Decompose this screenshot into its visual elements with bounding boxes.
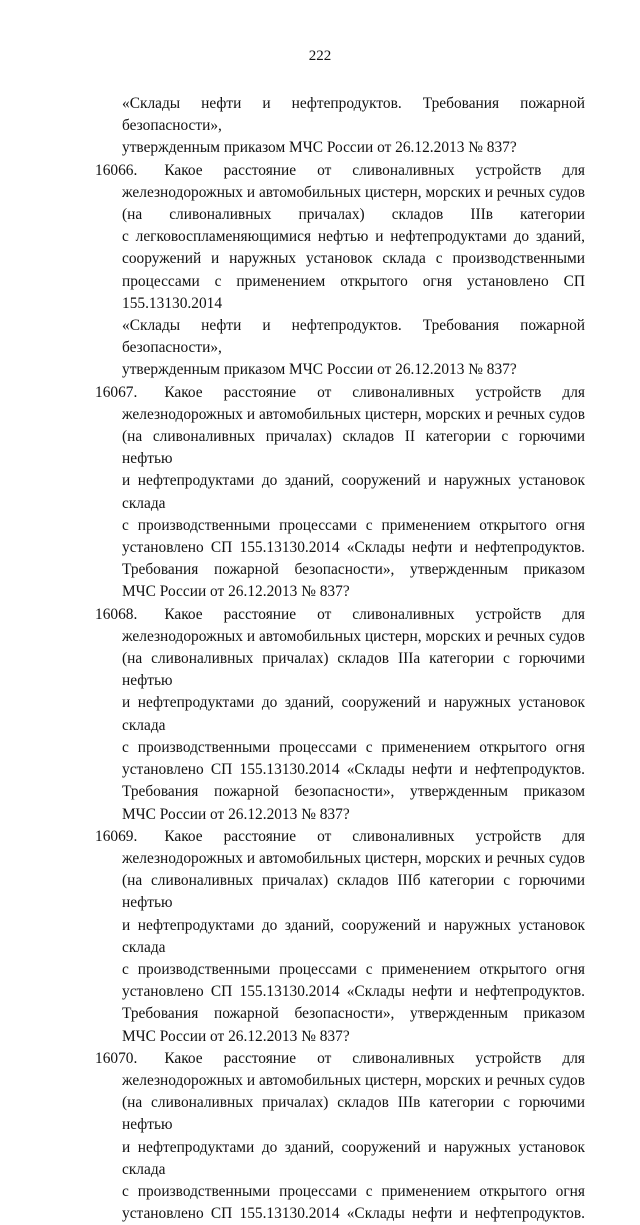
question-number: 16066. <box>95 161 138 179</box>
question-line: и нефтепродуктами до зданий, сооружений и наружных установок склада <box>122 694 585 734</box>
intro-line-1: «Склады нефти и нефтепродуктов. Требования пожарной безопасности», <box>122 95 585 135</box>
question-item <box>95 160 585 382</box>
question-item <box>95 604 585 826</box>
question-number: 16067. <box>95 383 138 401</box>
question-number: 16069. <box>95 827 138 845</box>
question-item <box>95 1048 585 1225</box>
question-line: утвержденным приказом МЧС России от 26.12.2013 № 837? <box>122 361 517 379</box>
question-line: железнодорожных и автомобильных цистерн, морских и речных судов <box>122 405 585 423</box>
question-line: процессами с применением открытого огня установлено СП 155.13130.2014 <box>122 272 585 312</box>
document-body <box>95 93 585 1225</box>
question-line <box>95 604 585 626</box>
question-line: установлено СП 155.13130.2014 «Склады нефти и нефтепродуктов. <box>122 539 585 557</box>
question-line: сооружений и наружных установок склада с производственными <box>122 250 585 268</box>
question-item <box>95 826 585 1048</box>
question-line: (на сливоналивных причалах) складов IIIв категории с горючими нефтью <box>122 1094 585 1134</box>
question-text: Какое расстояние от сливоналивных устройств для <box>164 161 585 179</box>
question-line: и нефтепродуктами до зданий, сооружений и наружных установок склада <box>122 472 585 512</box>
question-line: Требования пожарной безопасности», утвержденным приказом <box>122 561 585 579</box>
question-line: с производственными процессами с применением открытого огня <box>122 960 585 978</box>
question-line <box>95 1048 585 1070</box>
page-number: 222 <box>308 48 332 64</box>
intro-block <box>122 93 585 160</box>
question-line: (на сливоналивных причалах) складов IIIв категории <box>122 206 585 224</box>
question-line: железнодорожных и автомобильных цистерн, морских и речных судов <box>122 183 585 201</box>
question-line: (на сливоналивных причалах) складов IIIб категории с горючими нефтью <box>122 872 585 912</box>
question-text: Какое расстояние от сливоналивных устройств для <box>164 827 585 845</box>
question-line: «Склады нефти и нефтепродуктов. Требования пожарной безопасности», <box>122 317 585 357</box>
question-text: Какое расстояние от сливоналивных устройств для <box>164 605 585 623</box>
question-line: МЧС России от 26.12.2013 № 837? <box>122 583 350 601</box>
question-line: с производственными процессами с применением открытого огня <box>122 738 585 756</box>
question-item <box>95 382 585 604</box>
intro-line-2: утвержденным приказом МЧС России от 26.12.2013 № 837? <box>122 139 517 157</box>
question-line: и нефтепродуктами до зданий, сооружений и наружных установок склада <box>122 916 585 956</box>
question-line: (на сливоналивных причалах) складов IIIа категории с горючими нефтью <box>122 650 585 690</box>
question-line: Требования пожарной безопасности», утвержденным приказом <box>122 1005 585 1023</box>
question-line <box>95 826 585 848</box>
question-line: с производственными процессами с применением открытого огня <box>122 1182 585 1200</box>
question-number: 16068. <box>95 605 138 623</box>
question-line: железнодорожных и автомобильных цистерн, морских и речных судов <box>122 849 585 867</box>
question-line: Требования пожарной безопасности», утвержденным приказом <box>122 783 585 801</box>
question-line: с производственными процессами с применением открытого огня <box>122 516 585 534</box>
question-line: установлено СП 155.13130.2014 «Склады нефти и нефтепродуктов. <box>122 983 585 1001</box>
question-list <box>95 160 585 1225</box>
question-line: установлено СП 155.13130.2014 «Склады нефти и нефтепродуктов. <box>122 1205 585 1223</box>
question-line: железнодорожных и автомобильных цистерн, морских и речных судов <box>122 1071 585 1089</box>
question-line: железнодорожных и автомобильных цистерн, морских и речных судов <box>122 627 585 645</box>
question-line: (на сливоналивных причалах) складов II категории с горючими нефтью <box>122 428 585 468</box>
question-line: МЧС России от 26.12.2013 № 837? <box>122 805 350 823</box>
question-line: и нефтепродуктами до зданий, сооружений и наружных установок склада <box>122 1138 585 1178</box>
question-text: Какое расстояние от сливоналивных устройств для <box>164 1049 585 1067</box>
question-text: Какое расстояние от сливоналивных устройств для <box>164 383 585 401</box>
question-line: МЧС России от 26.12.2013 № 837? <box>122 1027 350 1045</box>
question-number: 16070. <box>95 1049 138 1067</box>
question-line: с легковоспламеняющимися нефтью и нефтепродуктами до зданий, <box>122 228 585 246</box>
question-line <box>95 382 585 404</box>
question-line: установлено СП 155.13130.2014 «Склады нефти и нефтепродуктов. <box>122 761 585 779</box>
question-line <box>95 160 585 182</box>
